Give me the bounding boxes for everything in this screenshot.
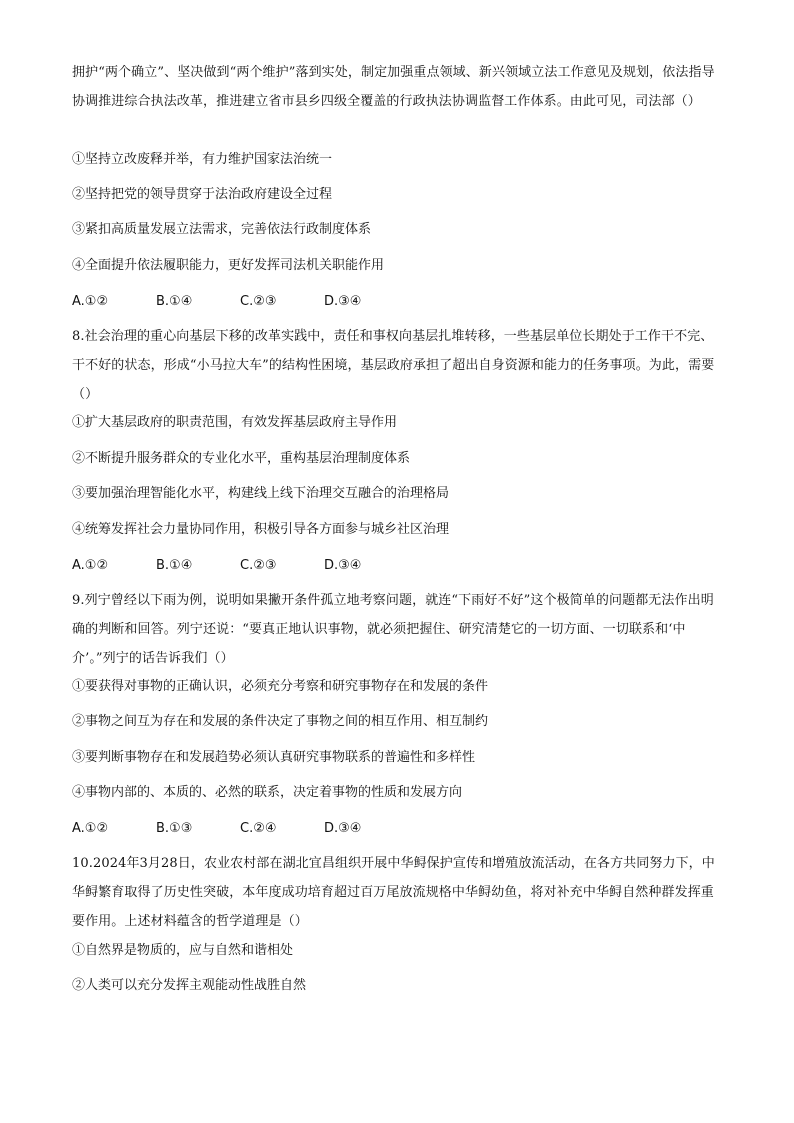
q7-option-4: ④全面提升依法履职能力，更好发挥司法机关职能作用 — [72, 258, 385, 273]
q9-stem: 9.列宁曾经以下雨为例，说明如果撇开条件孤立地考察问题，就连“下雨好不好”这个极简单的问题都无法作出明确的判断和回答。列宁还说：“要真正地认识事物，就必须把握住、研究清楚它的一切方面、一切联系和‘中介’。”列宁的话告诉我们（） — [72, 593, 714, 666]
q7-answer-c: C.②③ — [240, 294, 277, 309]
q9-answer-d: D.③④ — [324, 821, 362, 836]
q7-answer-choices — [72, 292, 361, 312]
q7-answer-b: B.①④ — [156, 294, 193, 309]
q8-option-1: ①扩大基层政府的职责范围，有效发挥基层政府主导作用 — [72, 415, 398, 430]
q10-option-1: ①自然界是物质的，应与自然和谐相处 — [72, 943, 294, 958]
q8-option-4: ④统筹发挥社会力量协同作用，积极引导各方面参与城乡社区治理 — [72, 522, 450, 537]
q8-answer-a: A.①② — [72, 558, 109, 573]
q9-answer-choices — [72, 819, 361, 839]
q7-option-2: ②坚持把党的领导贯穿于法治政府建设全过程 — [72, 187, 333, 202]
q9-option-2: ②事物之间互为存在和发展的条件决定了事物之间的相互作用、相互制约 — [72, 714, 489, 729]
q8-stem: 8.社会治理的重心向基层下移的改革实践中，责任和事权向基层扎堆转移，一些基层单位长期处于工作干不完、干不好的状态，形成“小马拉大车”的结构性困境，基层政府承担了超出自身资源和能力的任务事项。为此，需要（） — [72, 329, 715, 402]
q8-option-3: ③要加强治理智能化水平，构建线上线下治理交互融合的治理格局 — [72, 486, 450, 501]
q9-option-4: ④事物内部的、本质的、必然的联系，决定着事物的性质和发展方向 — [72, 785, 463, 800]
q9-option-1: ①要获得对事物的正确认识，必须充分考察和研究事物存在和发展的条件 — [72, 679, 489, 694]
q9-answer-b: B.①③ — [156, 821, 193, 836]
q7-stem: 拥护“两个确立”、坚决做到“两个维护”落到实处，制定加强重点领域、新兴领域立法工作意见及规划，依法指导协调推进综合执法改革，推进建立省市县乡四级全覆盖的行政执法协调监督工作体系。由此可见，司法部（） — [72, 65, 715, 109]
q8-answer-c: C.②③ — [240, 558, 277, 573]
q9-answer-c: C.②④ — [240, 821, 277, 836]
q7-answer-a: A.①② — [72, 294, 109, 309]
q9-answer-a: A.①② — [72, 821, 109, 836]
q8-answer-choices — [72, 556, 361, 576]
q7-answer-d: D.③④ — [324, 294, 362, 309]
q10-stem: 10.2024年3月28日，农业农村部在湖北宜昌组织开展中华鲟保护宣传和增殖放流活动，在各方共同努力下，中华鲟繁育取得了历史性突破，本年度成功培育超过百万尾放流规格中华鲟幼鱼，将对补充中华鲟自然种群发挥重要作用。上述材料蕴含的哲学道理是（） — [72, 856, 715, 929]
q7-option-3: ③紧扣高质量发展立法需求，完善依法行政制度体系 — [72, 222, 372, 237]
q8-answer-b: B.①④ — [156, 558, 193, 573]
q10-option-2: ②人类可以充分发挥主观能动性战胜自然 — [72, 978, 307, 993]
q8-answer-d: D.③④ — [324, 558, 362, 573]
q8-option-2: ②不断提升服务群众的专业化水平，重构基层治理制度体系 — [72, 451, 411, 466]
q9-option-3: ③要判断事物存在和发展趋势必须认真研究事物联系的普遍性和多样性 — [72, 750, 476, 765]
q7-option-1: ①坚持立改废释并举，有力维护国家法治统一 — [72, 152, 333, 167]
